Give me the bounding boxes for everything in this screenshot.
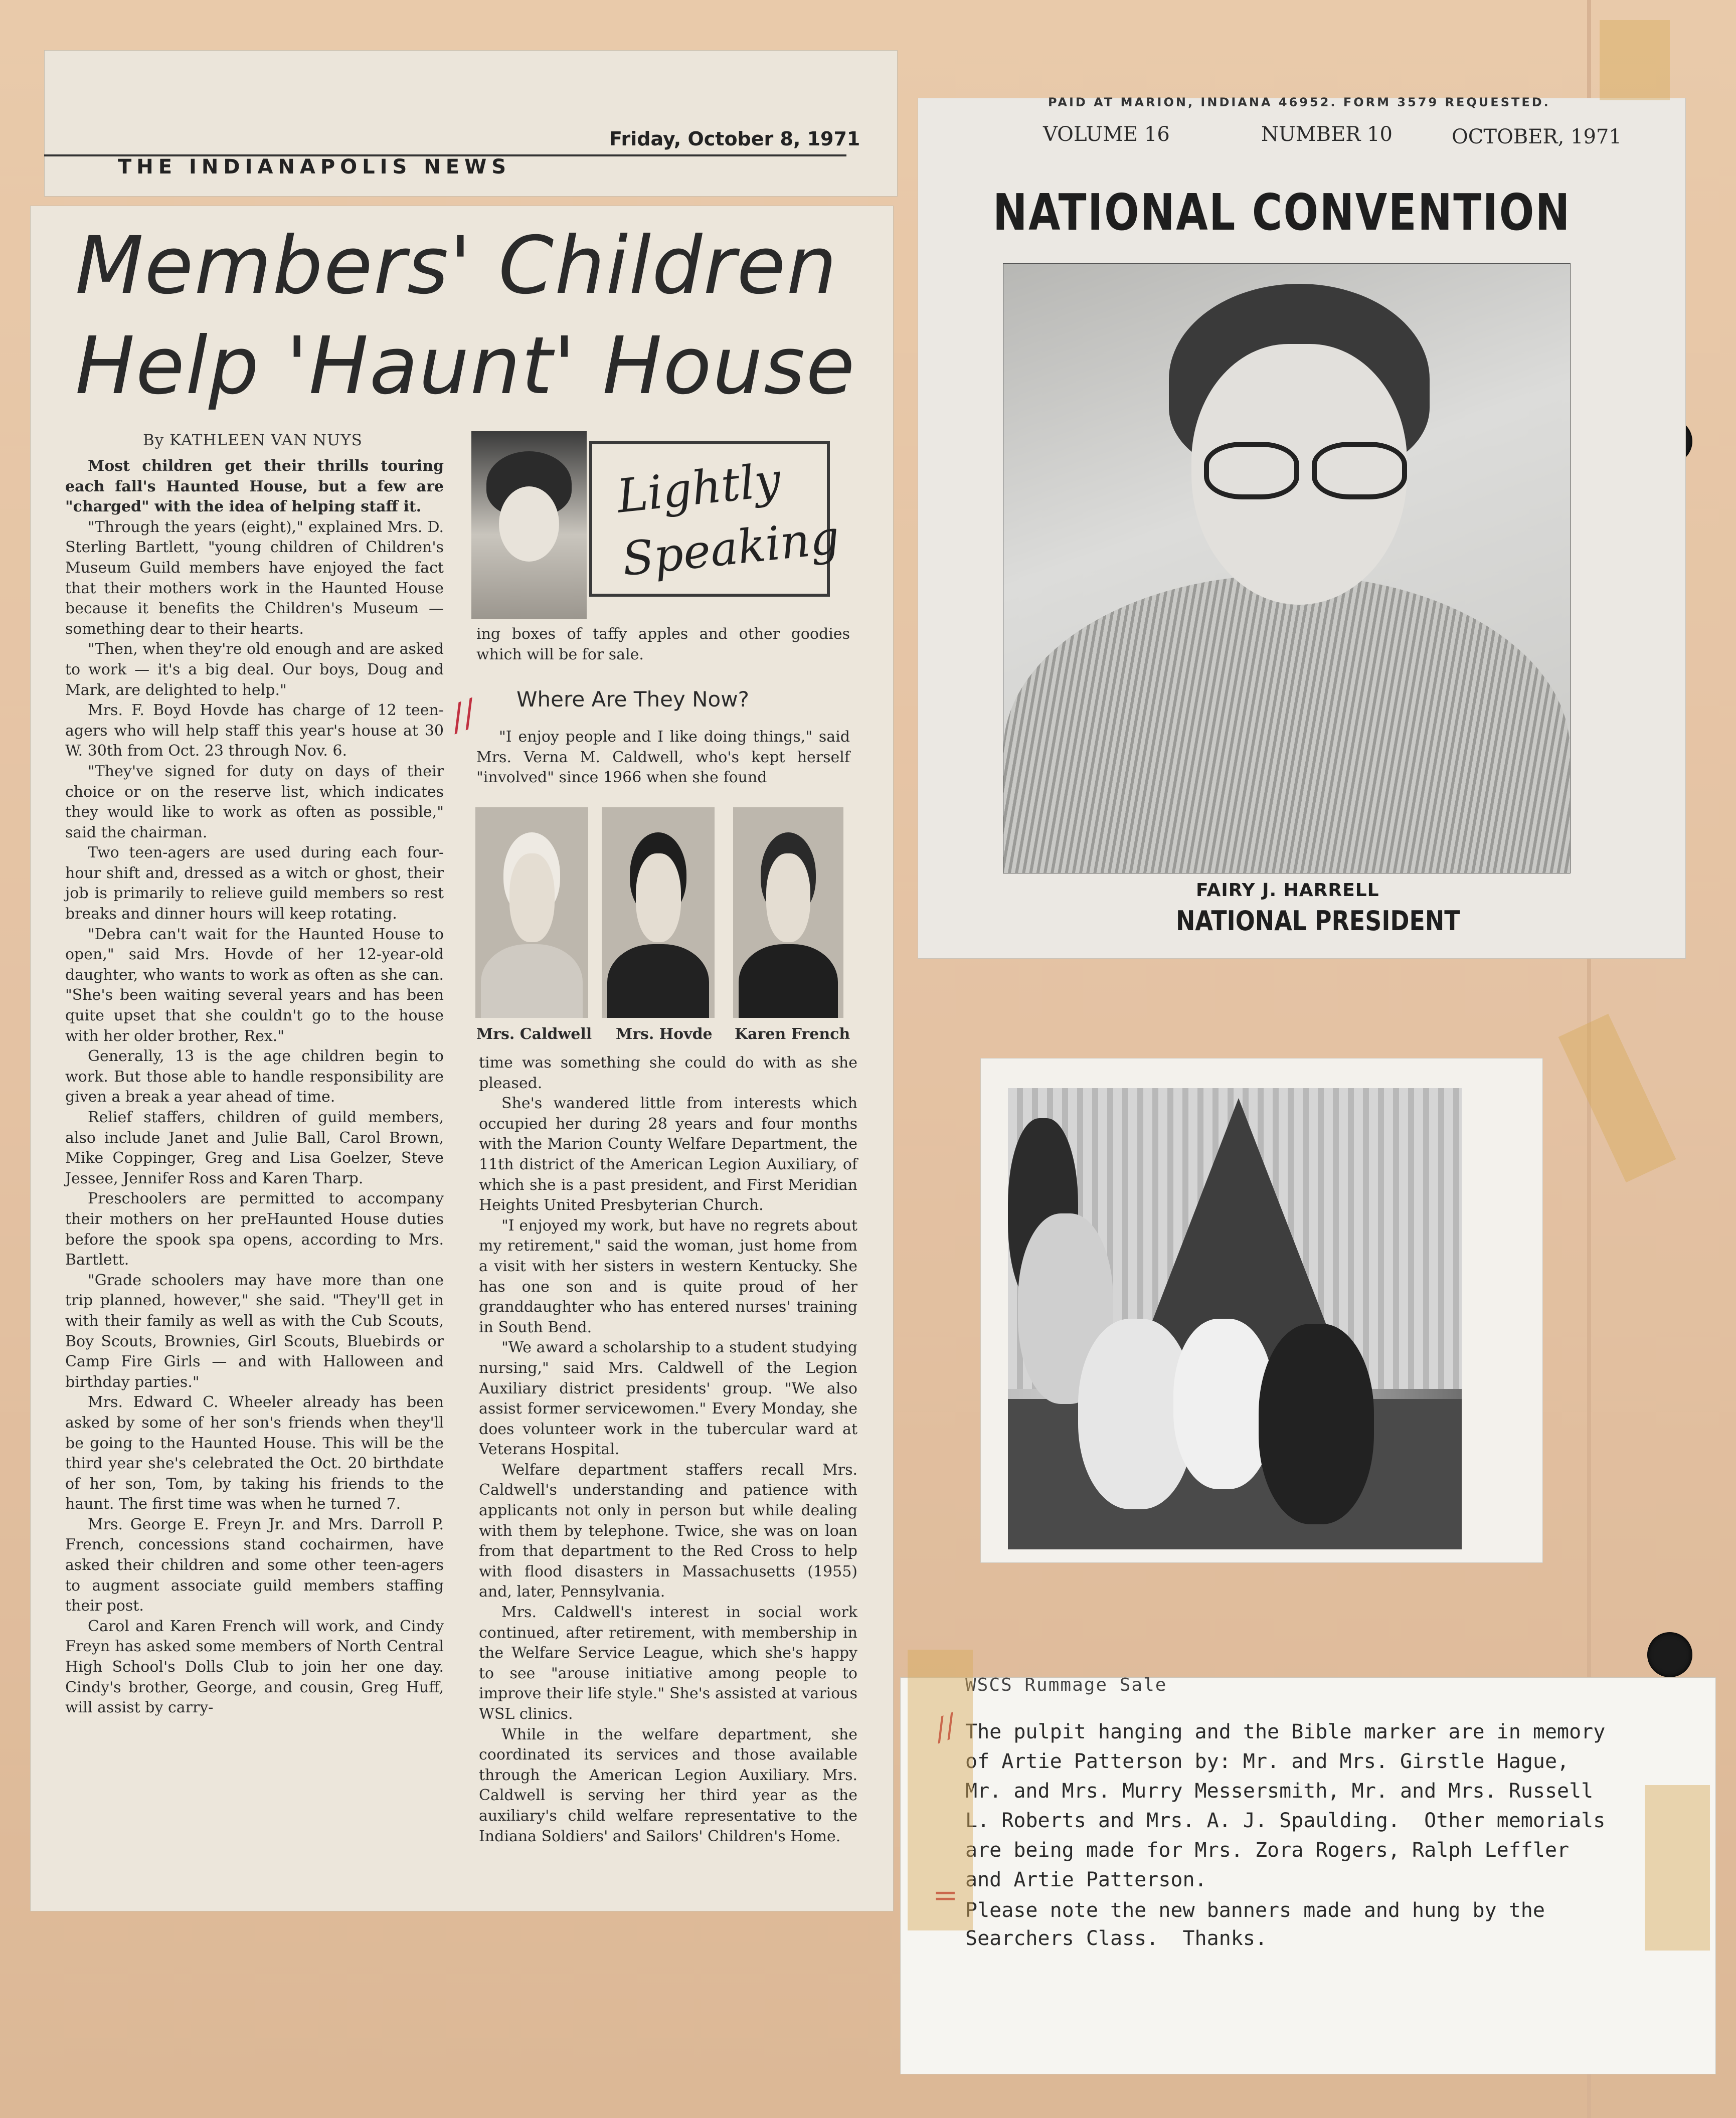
columnist-photo <box>471 431 587 619</box>
subhead: Where Are They Now? <box>516 687 749 712</box>
tape-strip <box>1645 1785 1710 1951</box>
caption-hovde: Mrs. Hovde <box>616 1025 713 1043</box>
newsletter-volume: VOLUME 16 <box>1043 123 1170 146</box>
lightly-speaking-logo <box>471 431 842 619</box>
paragraph: Relief staffers, children of guild members, also include Janet and Julie Ball, Carol Brown, Mike Coppinger, Greg and Lisa Goelzer, Steve Jessee, Jennifer Ross and Karen Tharp. <box>65 1109 444 1187</box>
paragraph: "I enjoyed my work, but have no regrets about my retirement," said the woman, just home from a visit with her sisters in western Kentucky. She has one son and is quite proud of her granddaughter who has entered nurses' training in South Bend. <box>479 1216 857 1336</box>
paragraph: Mrs. George E. Freyn Jr. and Mrs. Darroll P. French, concessions stand cochairmen, have asked their children and some other teen-agers to augment associate guild members staffing their post. <box>65 1515 444 1615</box>
caption-caldwell: Mrs. Caldwell <box>476 1025 592 1043</box>
logo-text-speaking: Speaking <box>619 510 842 587</box>
article-column-2b <box>476 727 850 788</box>
photo-mrs-hovde <box>602 807 715 1018</box>
binder-hole-bottom <box>1647 1632 1692 1677</box>
note-paragraph-2: Please note the new banners made and hung by the Searchers Class. Thanks. <box>965 1899 1545 1950</box>
paragraph: Generally, 13 is the age children begin to work. But those able to handle responsibility are given a break a year ahead of time. <box>65 1047 444 1106</box>
paragraph: "Grade schoolers may have more than one trip planned, however," she said. "They'll get in with their family as well as with the Cub Scouts, Boy Scouts, Brownies, Girl Scouts, Bluebirds or Camp Fire Girls — and with Halloween and birthday parties." <box>65 1271 444 1391</box>
paragraph: "Debra can't wait for the Haunted House to open," said Mrs. Hovde of her 12-year-old daughter, who wants to work as often as she can. "She's been waiting several years and has been quite upset that she couldn't go to the house with her older brother, Rex." <box>65 925 444 1045</box>
tape-strip <box>1600 20 1670 100</box>
paper-name: THE INDIANAPOLIS NEWS <box>118 155 511 179</box>
article-column-2 <box>476 624 850 665</box>
paragraph: While in the welfare department, she coordinated its services and those available through the American Legion Auxiliary. Mrs. Caldwell is serving her third year as the auxiliary's child welfare representative to the Indiana Soldiers' and Sailors' Children's Home. <box>479 1725 857 1845</box>
tape-strip <box>908 1650 973 1930</box>
red-pen-mark: // <box>930 1707 961 1747</box>
logo-text-lightly: Lightly <box>614 453 783 523</box>
paragraph: "They've signed for duty on days of their choice or on the reserve list, which indicates they would like to work as often as possible," said the chairman. <box>65 762 444 841</box>
red-pen-mark: // <box>445 691 481 739</box>
paragraph: She's wandered little from interests which occupied her during 28 years and four months with the Marion County Welfare Department, the 11th district of the American Legion Auxiliary, of which she is a past president, and First Meridian Heights United Presbyterian Church. <box>479 1095 857 1214</box>
paragraph: Welfare department staffers recall Mrs. Caldwell's understanding and patience with applicants not only in person but while dealing with them by telephone. Twice, she was on loan from that department to the Red Cross to help with flood disasters in Massachusetts (1955) and, later, Pennsylvania. <box>479 1461 857 1601</box>
newsletter-postal-line: PAID AT MARION, INDIANA 46952. FORM 3579 REQUESTED. <box>1048 95 1550 109</box>
byline: By KATHLEEN VAN NUYS <box>143 431 363 449</box>
paragraph: Most children get their thrills touring each fall's Haunted House, but a few are "charged" with the idea of helping staff it. <box>65 457 444 516</box>
paragraph: Mrs. Edward C. Wheeler already has been asked by some of her son's friends when they'll be going to the Haunted House. This will be the third year she's celebrated the Oct. 20 birthdate of her son, Tom, by taking his friends to the haunt. The first time was when he turned 7. <box>65 1393 444 1513</box>
paper-date: Friday, October 8, 1971 <box>609 128 860 150</box>
paragraph: Mrs. F. Boyd Hovde has charge of 12 teen-agers who will help staff this year's house at 30 W. 30th from Oct. 23 through Nov. 6. <box>65 701 444 760</box>
paragraph: Carol and Karen French will work, and Cindy Freyn has asked some members of North Central High School's Dolls Club to join her one day. Cindy's brother, George, and cousin, Greg Huff, will assist by carry- <box>65 1617 444 1717</box>
president-name: FAIRY J. HARRELL <box>1196 880 1379 901</box>
red-pen-mark: = <box>933 1878 958 1913</box>
headline-line-2: Help 'Haunt' House <box>75 320 856 412</box>
paragraph: time was something she could do with as she pleased. <box>479 1054 857 1092</box>
christmas-tree-snapshot <box>1008 1088 1462 1549</box>
paragraph: ing boxes of taffy apples and other goodies which will be for sale. <box>476 625 850 663</box>
article-column-1 <box>65 456 444 1718</box>
newsletter-number: NUMBER 10 <box>1261 123 1393 146</box>
note-paragraph-1: The pulpit hanging and the Bible marker are in memory of Artie Patterson by: Mr. and Mrs. Girstle Hague, Mr. and Mrs. Murry Messersmith, Mr. and Mrs. Russell L. Roberts and Mrs. A. J. Spaulding. Other memorials are being made for Mrs. Zora Rogers, Ralph Leffler and Artie Patterson. <box>965 1720 1606 1891</box>
paragraph: "I enjoy people and I like doing things," said Mrs. Verna M. Caldwell, who's kept herself "involved" since 1966 when she found <box>476 728 850 787</box>
photo-karen-french <box>733 807 843 1018</box>
paragraph: Preschoolers are permitted to accompany their mothers on her preHaunted House duties before the spook spa opens, according to Mrs. Bartlett. <box>65 1190 444 1269</box>
newsletter-month: OCTOBER, 1971 <box>1452 125 1622 148</box>
headline <box>75 216 878 416</box>
newsletter-headline: NATIONAL CONVENTION <box>993 183 1571 242</box>
article-column-3 <box>479 1053 857 1847</box>
president-title: NATIONAL PRESIDENT <box>1176 905 1460 937</box>
headline-line-1: Members' Children <box>75 220 838 312</box>
eyeglasses-icon <box>1204 442 1299 499</box>
photo-mrs-caldwell <box>475 807 588 1018</box>
paragraph: "Then, when they're old enough and are asked to work — it's a big deal. Our boys, Doug and Mark, are delighted to help." <box>65 640 444 699</box>
note-cut-heading: WSCS Rummage Sale <box>965 1675 1167 1695</box>
paragraph: Two teen-agers are used during each four-hour shift and, dressed as a witch or ghost, their job is primarily to relieve guild members so rest breaks and dinner hours will keep rotating. <box>65 844 444 923</box>
president-portrait <box>1003 263 1571 873</box>
paragraph: Mrs. Caldwell's interest in social work continued, after retirement, with membership in the Welfare Service League, which she's happy to see "arouse initiative among people to improve their life style." She's assisted at various WSL clinics. <box>479 1604 857 1723</box>
paragraph: "Through the years (eight)," explained Mrs. D. Sterling Bartlett, "young children of Children's Museum Guild members have enjoyed the fact that their mothers work in the Haunted House because it benefits the Children's Museum — something dear to their hearts. <box>65 518 444 638</box>
paragraph: "We award a scholarship to a student studying nursing," said Mrs. Caldwell of the Legion Auxiliary district presidents' group. "We also assist former servicewomen." Every Monday, she does volunteer work in the tubercular ward at Veterans Hospital. <box>479 1339 857 1459</box>
caption-french: Karen French <box>735 1025 850 1043</box>
